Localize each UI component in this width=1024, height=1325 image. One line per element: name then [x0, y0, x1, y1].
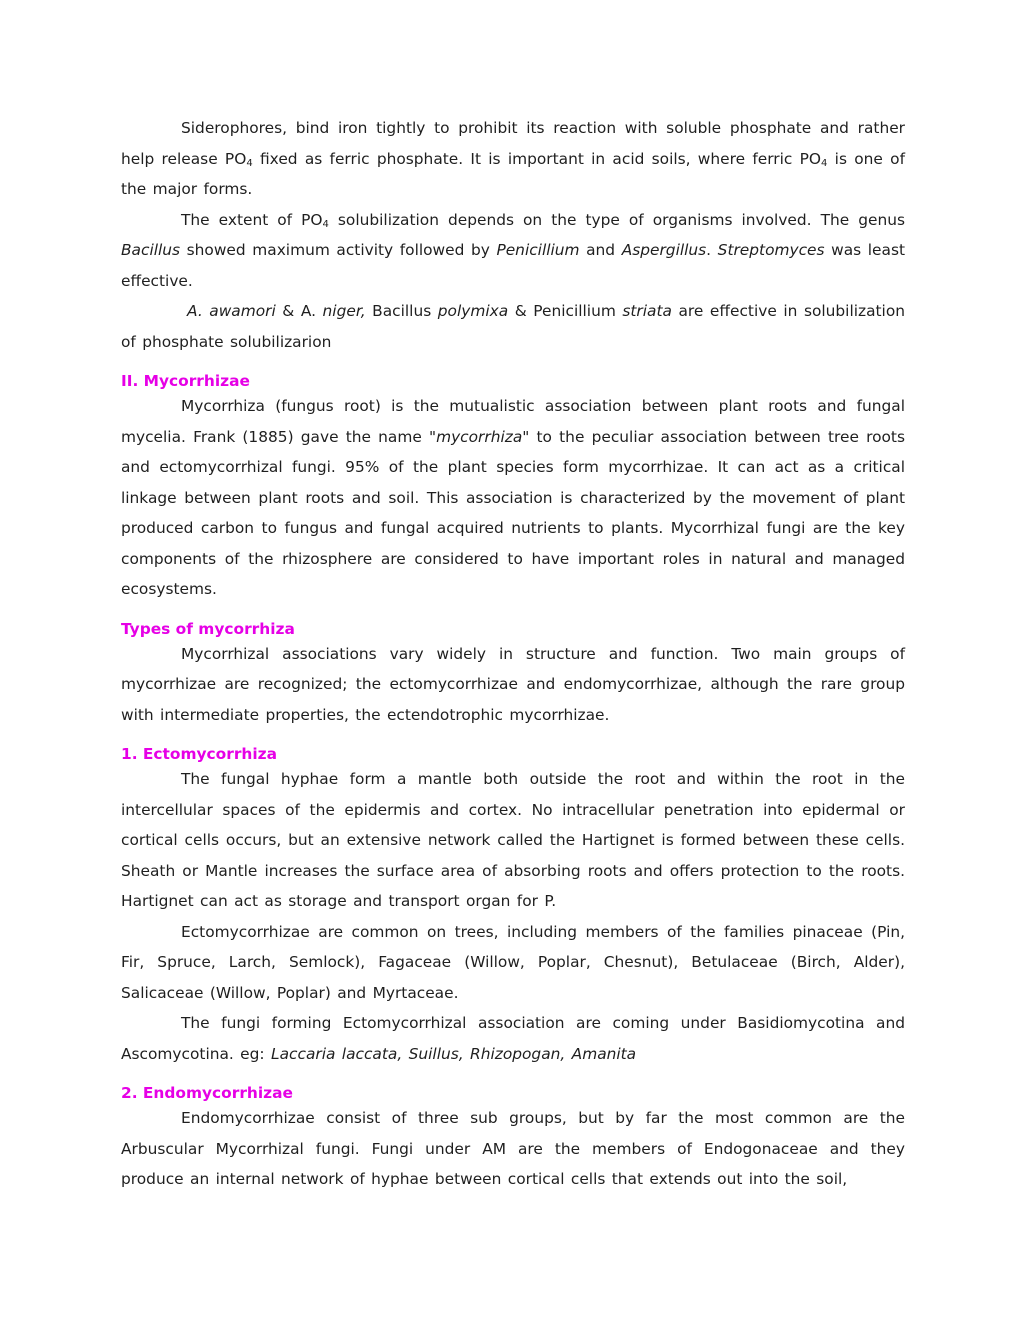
- heading-endomycorrhizae: 2. Endomycorrhizae: [121, 1084, 293, 1102]
- heading-ectomycorrhiza: 1. Ectomycorrhiza: [121, 745, 278, 763]
- paragraph-ectomycorrhizae-trees: Ectomycorrhizae are common on trees, including members of the families pinaceae (Pin, Fir, Spruce, Larch, Semlock), Fagaceae (Willow, Poplar, Chesnut), Betulaceae (Birch, Alder), Salicaceae (Willow, Poplar) and Myrtaceae.: [121, 922, 905, 1002]
- paragraph-mycorrhiza-definition: Mycorrhiza (fungus root) is the mutualistic association between plant roots and fungal mycelia. Frank (1885) gave the name "mycorrhiza" to the peculiar association between tree roots and ectomycorrhizal fungi. 95% of the plant species form mycorrhizae. It can act as a critical linkage between plant roots and soil. This association is characterized by the movement of plant produced carbon to fungus and fungal acquired nutrients to plants. Mycorrhizal fungi are the key components of the rhizosphere are considered to have important roles in natural and managed ecosystems.: [121, 397, 905, 598]
- paragraph-effective-organisms: A. awamori & A. niger, Bacillus polymixa & Penicillium striata are effective in solubilization of phosphate solubilizarion: [121, 302, 906, 351]
- document-page: [121, 113, 905, 1195]
- paragraph-fungi-forming: The fungi forming Ectomycorrhizal association are coming under Basidiomycotina and Ascomycotina. eg: Laccaria laccata, Suillus, Rhizopogan, Amanita: [121, 1014, 905, 1063]
- paragraph-endomycorrhizae: Endomycorrhizae consist of three sub groups, but by far the most common are the Arbuscular Mycorrhizal fungi. Fungi under AM are the members of Endogonaceae and they produce an internal network of hyphae between cortical cells that extends out into the soil,: [121, 1109, 905, 1188]
- paragraph-po4-solubilization: The extent of $PO_4$ solubilization depends on the type of organisms involved. The genus Bacillus showed maximum activity followed by Penicillium and Aspergillus. Streptomyces was least effective.: [121, 210, 906, 290]
- paragraph-siderophores: Siderophores, bind iron tightly to prohibit its reaction with soluble phosphate and rather help release $PO_4$ fixed as ferric phosphate. It is important in acid soils, where ferric $PO_4$ is one of the major forms.: [121, 119, 905, 198]
- heading-mycorrhizae: II. Mycorrhizae: [121, 372, 250, 390]
- paragraph-mycorrhizal-associations: Mycorrhizal associations vary widely in structure and function. Two main groups of mycorrhizae are recognized; the ectomycorrhizae and endomycorrhizae, although the rare group with intermediate properties, the ectendotrophic mycorrhizae.: [121, 644, 905, 724]
- paragraph-fungal-hyphae: The fungal hyphae form a mantle both outside the root and within the root in the intercellular spaces of the epidermis and cortex. No intracellular penetration into epidermal or cortical cells occurs, but an extensive network called the Hartignet is formed between these cells. Sheath or Mantle increases the surface area of absorbing roots and offers protection to the roots. Hartignet can act as storage and transport organ for P.: [121, 770, 905, 910]
- heading-types-of-mycorrhiza: Types of mycorrhiza: [121, 619, 295, 638]
